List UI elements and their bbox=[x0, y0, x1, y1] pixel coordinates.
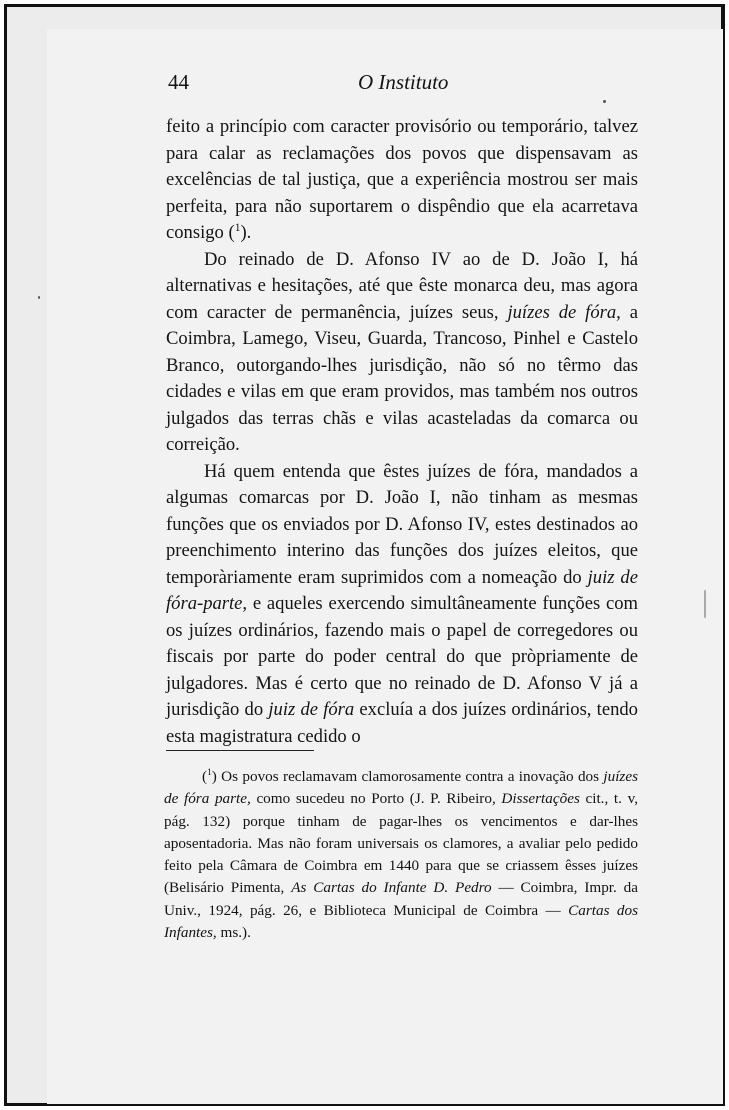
footnote-reference: 1 bbox=[234, 221, 241, 234]
body-text bbox=[166, 114, 638, 750]
scan-speck bbox=[38, 296, 40, 299]
running-header bbox=[168, 70, 638, 100]
italic-term: juízes de fóra, bbox=[507, 301, 621, 323]
italic-title: Cartas dos Infantes, bbox=[164, 901, 638, 942]
paragraph bbox=[166, 114, 638, 247]
paragraph-text: excluía a dos juízes ordinários, tendo esta magistratura cedido o bbox=[166, 699, 638, 747]
paragraph-text: e aqueles exercendo simultâneamente funções com os juízes ordinários, fazendo mais o papel de corregedores ou fiscais por parte do poder central do que pròpriamente de julgadores. Mas é certo que no reinado de D. Afonso V já a jurisdição do bbox=[166, 593, 638, 720]
footnote-text: como sucedeu no Porto (J. P. Ribeiro, bbox=[250, 790, 502, 808]
paragraph-text: a Coimbra, Lamego, Viseu, Guarda, Trancoso, Pinhel e Castelo Branco, outorgando-lhes jurisdição, não só no têrmo das cidades e vilas em que eram providos, mas também nos outros julgados das terras chãs e vilas acasteladas da comarca ou correição. bbox=[166, 301, 638, 455]
scan-speck bbox=[704, 590, 706, 618]
footnote-marker-close: ) bbox=[211, 768, 217, 785]
running-title: O Instituto bbox=[358, 70, 449, 94]
footnote-text: ms.). bbox=[216, 924, 251, 942]
italic-title: Dissertações bbox=[501, 790, 580, 808]
italic-term: juiz de fóra bbox=[268, 699, 355, 720]
italic-title: As Cartas do Infante D. Pedro bbox=[291, 879, 492, 897]
footnote bbox=[164, 766, 638, 944]
paragraph-text: ). bbox=[240, 222, 252, 243]
paragraph-text: feito a princípio com caracter provisório ou temporário, talvez para calar as reclamações dos povos que dispensavam as excelências de tal justiça, que a experiência mostrou ser mais perfeita, para não suportarem o dispêndio que ela acarretava consigo ( bbox=[166, 116, 638, 243]
footnote-divider bbox=[166, 750, 314, 751]
footnote-marker: 1 bbox=[207, 767, 212, 778]
paragraph-text: Do reinado de D. Afonso IV ao de D. João I, há alternativas e hesitações, até que êste monarca deu, mas agora com caracter de permanência, juízes seus, bbox=[166, 248, 638, 323]
footnote-text: cit., t. v, pág. 132) porque tinham de pagar-lhes os vencimentos e dar-lhes aposentadoria. Mas não foram universais os clamores, a avaliar pelo pedido feito pela Câmara de Coimbra em 1440 para que se criassem êsses juízes (Belisário Pimenta, bbox=[164, 790, 638, 897]
footnote-text: Os povos reclamavam clamorosamente contra a inovação dos bbox=[216, 768, 604, 785]
italic-term: juiz de fóra-parte, bbox=[166, 566, 638, 614]
paragraph bbox=[166, 247, 638, 459]
paragraph-text: Há quem entenda que êstes juízes de fóra, mandados a algumas comarcas por D. João I, não tinham as mesmas funções que os enviados por D. Afonso IV, estes destinados ao preenchimento interino das funções dos juízes eleitos, que temporàriamente eram suprimidos com a nomeação do bbox=[166, 460, 638, 588]
footnote-text: — Coimbra, Impr. da Univ., 1924, pág. 26, e Biblioteca Municipal de Coimbra — bbox=[164, 879, 638, 919]
scan-speck bbox=[603, 100, 606, 103]
page-number: 44 bbox=[168, 70, 189, 94]
paragraph bbox=[166, 459, 638, 751]
footnote-marker-open: ( bbox=[202, 768, 208, 785]
italic-term: juízes de fóra parte, bbox=[164, 768, 638, 808]
